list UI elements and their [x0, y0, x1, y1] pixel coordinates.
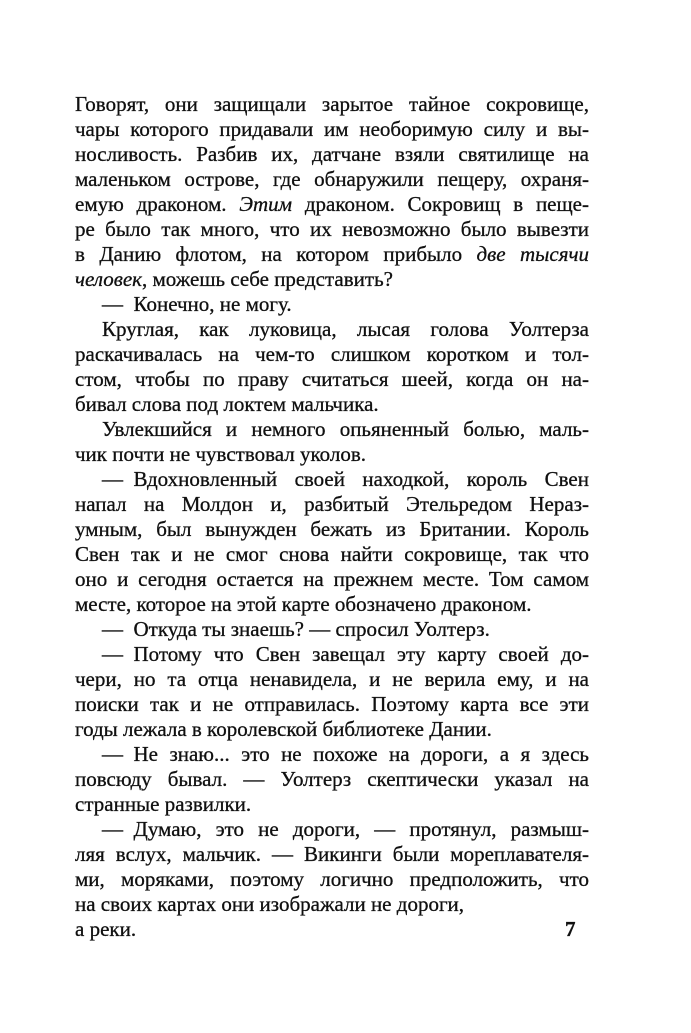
text-line: [75, 742, 589, 767]
text-run: годы лежала в королевской библиотеке Дании.: [75, 717, 492, 741]
text-run: на своих картах они изображали не дороги,: [75, 892, 465, 916]
text-line: [75, 217, 589, 242]
text-run: — Потому что Свен завещал эту карту своей до-: [102, 642, 589, 666]
text-run: умным, был вынужден бежать из Британии. Король: [75, 517, 589, 541]
text-line: [75, 667, 589, 692]
text-run: оно и сегодня остается на прежнем месте. Том самом: [75, 567, 589, 591]
text-run: ре было так много, что их невозможно было вывезти: [75, 217, 589, 241]
text-run: бивал слова под локтем мальчика.: [75, 392, 379, 416]
text-run: поиски так и не отправилась. Поэтому карта все эти: [75, 692, 589, 716]
text-line: [75, 592, 589, 617]
text-line: [75, 417, 589, 442]
text-line: [75, 267, 589, 292]
italic-text-run: Этим: [239, 192, 293, 216]
text-line: [75, 917, 589, 942]
text-line: [75, 192, 589, 217]
text-run: в Данию флотом, на котором прибыло: [75, 242, 477, 266]
text-run: маленьком острове, где обнаружили пещеру, охраня-: [75, 167, 589, 191]
text-run: Говорят, они защищали зарытое тайное сокровище,: [75, 92, 589, 116]
text-line: [75, 642, 589, 667]
text-line: [75, 817, 589, 842]
text-run: ми, моряками, поэтому логично предположить, что: [75, 867, 589, 891]
text-line: [75, 842, 589, 867]
text-run: чери, но та отца ненавидела, и не верила ему, и на: [75, 667, 589, 691]
text-line: [75, 342, 589, 367]
text-run: носливость. Разбив их, датчане взяли святилище на: [75, 142, 589, 166]
text-run: драконом. Сокровищ в пеще-: [292, 192, 589, 216]
text-run: — Думаю, это не дороги, — протянул, размыш-: [102, 817, 589, 841]
text-line: [75, 92, 589, 117]
text-line: [75, 767, 589, 792]
text-run: странные развилки.: [75, 792, 252, 816]
text-run: чары которого придавали им необоримую силу и вы-: [75, 117, 589, 141]
text-run: а реки.: [75, 917, 137, 941]
text-line: [75, 792, 589, 817]
text-line: [75, 317, 589, 342]
text-line: [75, 692, 589, 717]
text-run: , можешь себе представить?: [142, 267, 393, 291]
text-line: [75, 167, 589, 192]
text-run: — Не знаю... это не похоже на дороги, а я здесь: [102, 742, 589, 766]
text-run: месте, которое на этой карте обозначено драконом.: [75, 592, 532, 616]
text-run: повсюду бывал. — Уолтерз скептически указал на: [75, 767, 589, 791]
text-line: [75, 892, 589, 917]
italic-text-run: две тысячи: [476, 242, 589, 266]
text-run: раскачивалась на чем-то слишком коротком и тол-: [75, 342, 589, 366]
italic-text-run: человек: [75, 267, 142, 291]
text-run: — Вдохновленный своей находкой, король Свен: [102, 467, 589, 491]
text-block: [75, 92, 589, 942]
text-run: стом, чтобы по праву считаться шеей, когда он на-: [75, 367, 589, 391]
text-run: — Откуда ты знаешь? — спросил Уолтерз.: [102, 617, 490, 641]
text-line: [75, 492, 589, 517]
text-line: [75, 117, 589, 142]
text-line: [75, 542, 589, 567]
text-run: — Конечно, не могу.: [102, 292, 292, 316]
text-run: чик почти не чувствовал уколов.: [75, 442, 366, 466]
text-run: Увлекшийся и немного опьяненный болью, маль-: [102, 417, 589, 441]
text-line: [75, 142, 589, 167]
text-line: [75, 567, 589, 592]
text-line: [75, 242, 589, 267]
text-line: [75, 292, 589, 317]
text-line: [75, 617, 589, 642]
text-line: [75, 442, 589, 467]
text-run: ляя вслух, мальчик. — Викинги были мореплавателя-: [75, 842, 589, 866]
page-number: 7: [565, 917, 576, 941]
text-line: [75, 717, 589, 742]
text-line: [75, 867, 589, 892]
text-line: [75, 517, 589, 542]
text-line: [75, 367, 589, 392]
text-run: емую драконом.: [75, 192, 240, 216]
text-run: Круглая, как луковица, лысая голова Уолтерза: [102, 317, 589, 341]
text-run: Свен так и не смог снова найти сокровище, так что: [75, 542, 589, 566]
text-line: [75, 467, 589, 492]
text-run: напал на Молдон и, разбитый Этельредом Нераз-: [75, 492, 589, 516]
text-line: [75, 392, 589, 417]
